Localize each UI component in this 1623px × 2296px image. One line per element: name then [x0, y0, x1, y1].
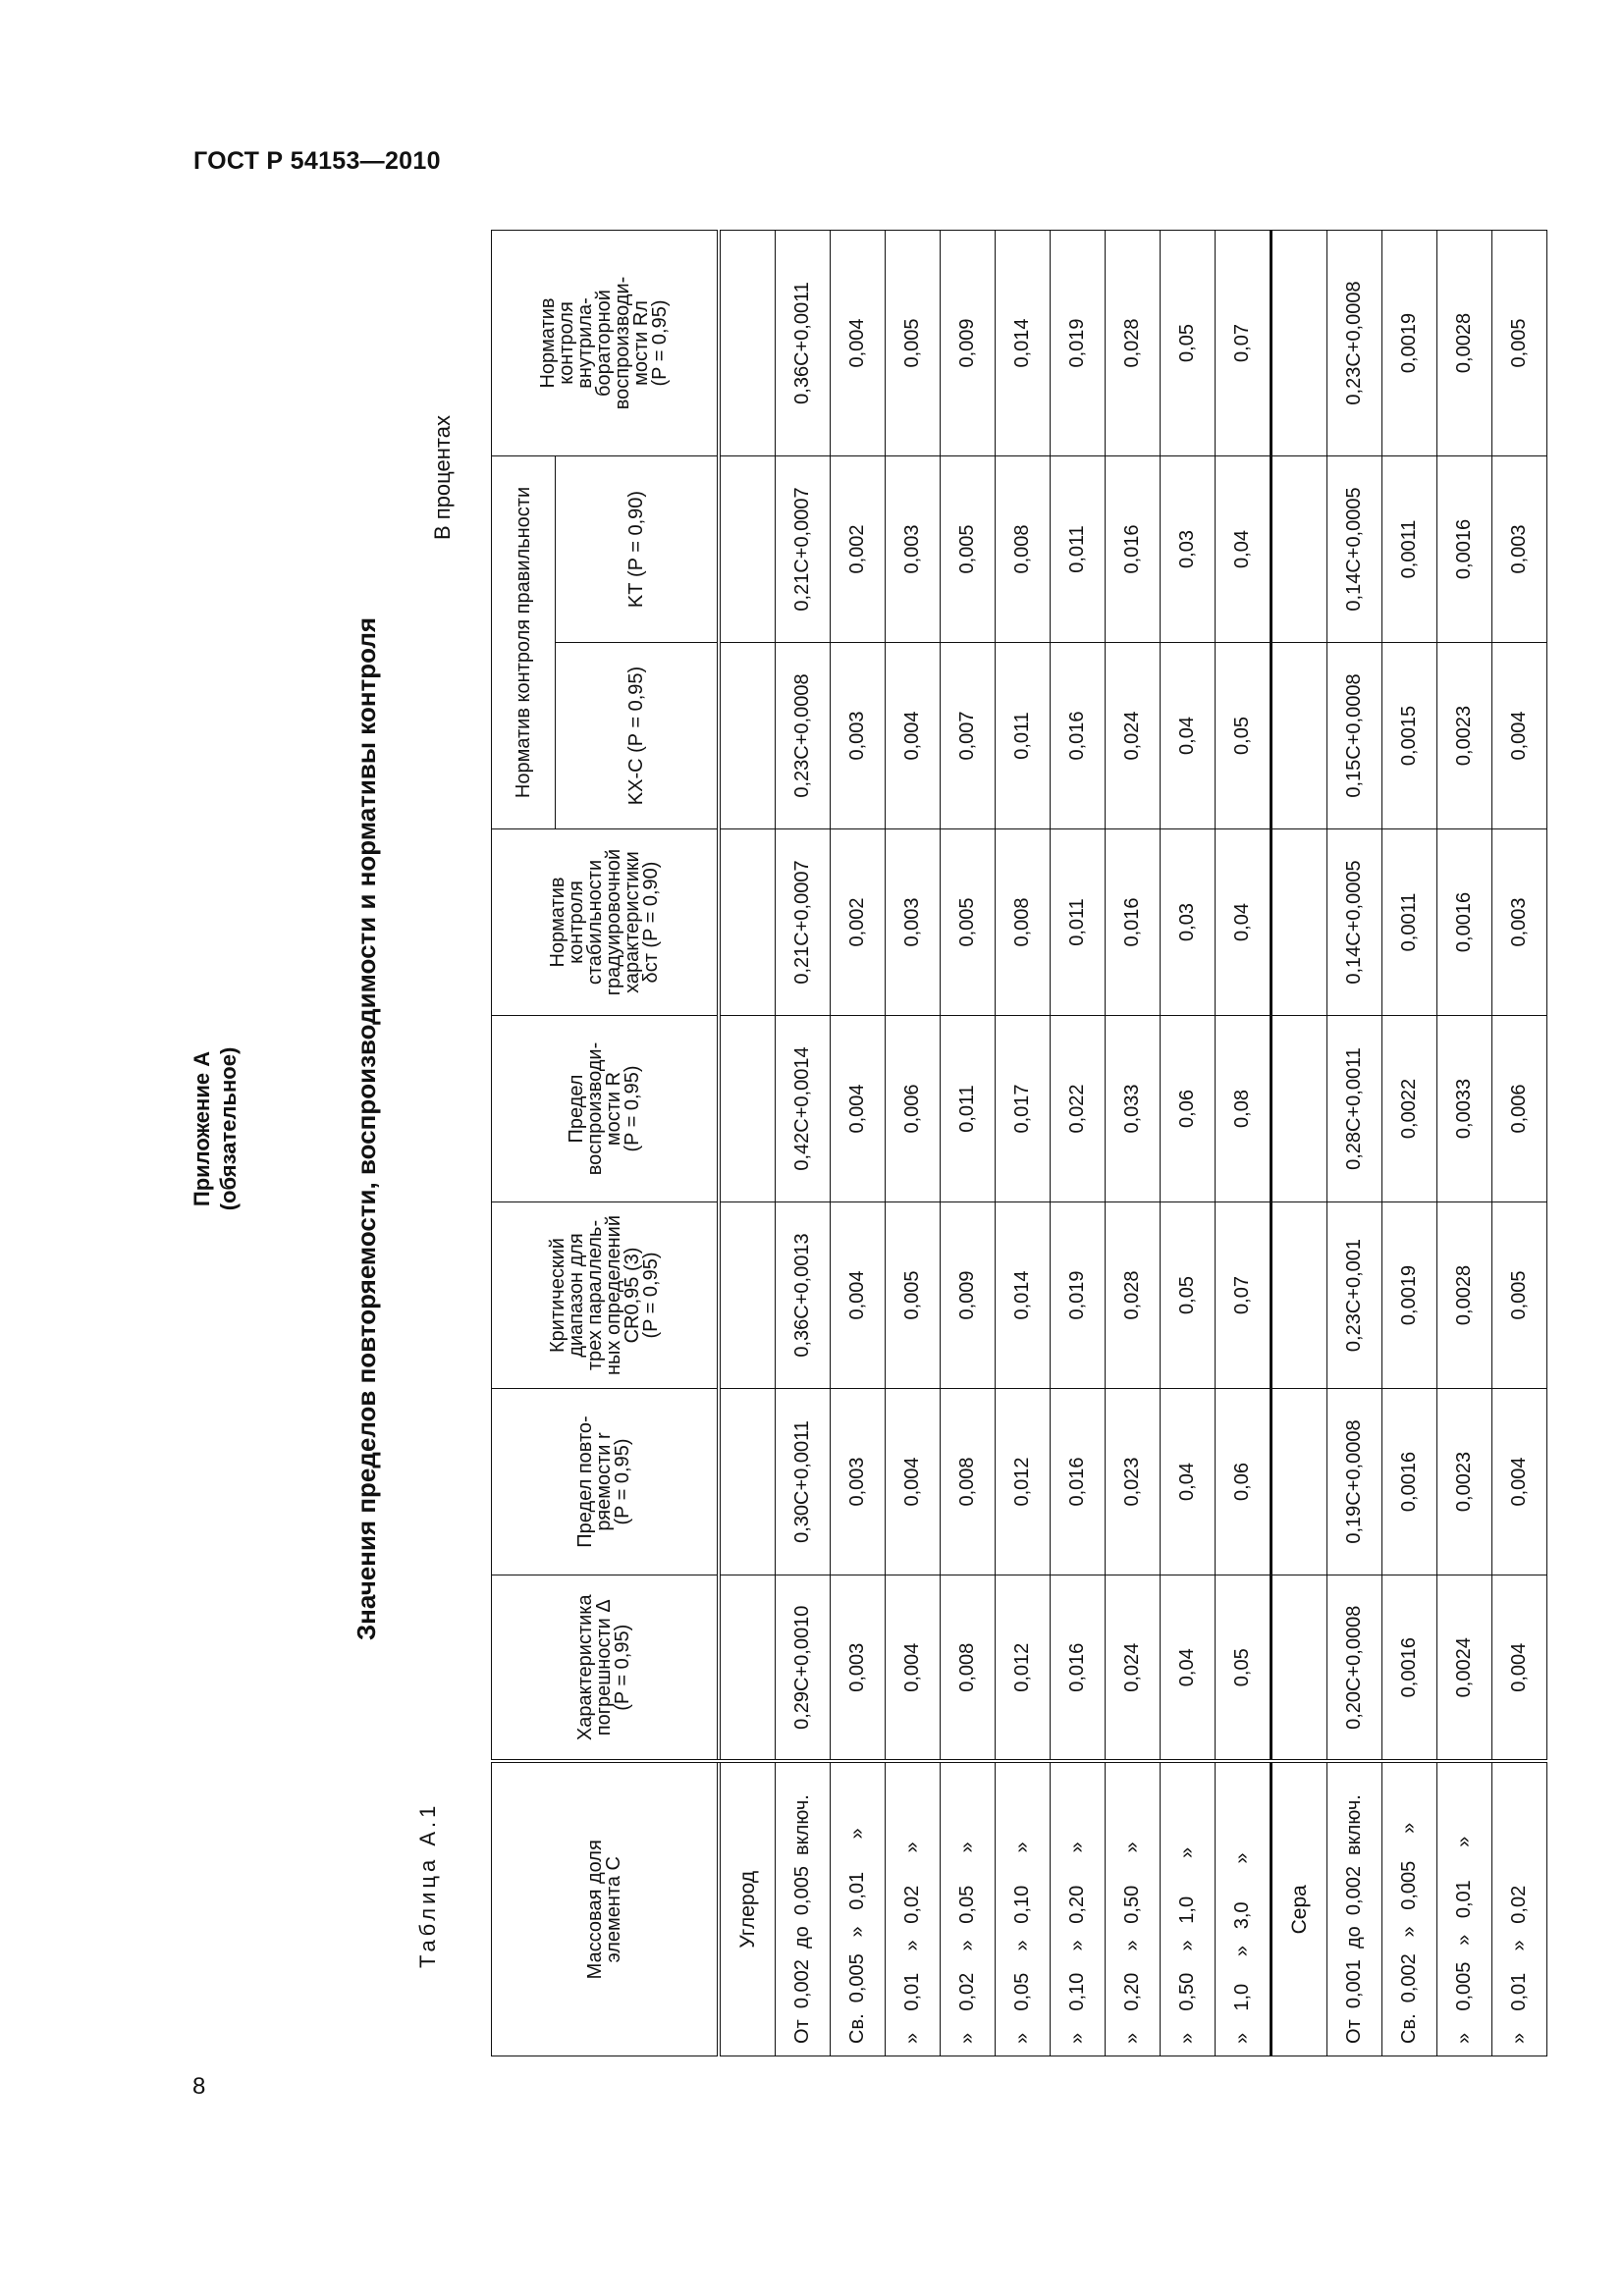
- value-cell: 0,004: [886, 643, 941, 829]
- value-cell: 0,15C+0,0008: [1327, 643, 1382, 829]
- empty-cell: [1271, 1202, 1327, 1389]
- range-cell: » 0,01 » 0,02: [1492, 1762, 1547, 2056]
- value-cell: 0,005: [886, 1202, 941, 1389]
- col-header-calibration-stability: Норматив контроля стабильности градуировочной характеристики δст (P = 0,90): [492, 829, 720, 1016]
- value-cell: 0,004: [1492, 643, 1547, 829]
- value-cell: 0,004: [1492, 1389, 1547, 1575]
- value-cell: 0,14C+0,0005: [1327, 455, 1382, 642]
- value-cell: 0,003: [886, 829, 941, 1016]
- norms-table: [491, 230, 1547, 2056]
- col-header-kxc: KХ-С (P = 0,95): [556, 643, 720, 829]
- table-row: [1382, 230, 1437, 2056]
- value-cell: 0,009: [941, 1202, 996, 1389]
- value-cell: 0,06: [1161, 1016, 1216, 1202]
- value-cell: 0,012: [996, 1575, 1051, 1762]
- range-cell: » 0,01 » 0,02 »: [886, 1762, 941, 2056]
- value-cell: 0,003: [1492, 829, 1547, 1016]
- col-header-error-characteristic: Характеристика погрешности Δ (P = 0,95): [492, 1575, 720, 1762]
- value-cell: 0,42C+0,0014: [776, 1016, 831, 1202]
- table-body: [719, 230, 1547, 2056]
- empty-cell: [719, 829, 776, 1016]
- value-cell: 0,0019: [1382, 1202, 1437, 1389]
- value-cell: 0,017: [996, 1016, 1051, 1202]
- range-cell: » 0,50 » 1,0 »: [1161, 1762, 1216, 2056]
- empty-cell: [1271, 829, 1327, 1016]
- value-cell: 0,0023: [1437, 643, 1492, 829]
- appendix-title: Приложение А: [189, 1050, 214, 1207]
- col-header-intralab-reproducibility: Норматив контроля внутрила- бораторной воспроизводи- мости Rл (P = 0,95): [492, 230, 720, 455]
- value-cell: 0,03: [1161, 455, 1216, 642]
- value-cell: 0,0016: [1382, 1575, 1437, 1762]
- value-cell: 0,04: [1161, 643, 1216, 829]
- value-cell: 0,028: [1106, 230, 1161, 455]
- value-cell: 0,08: [1216, 1016, 1271, 1202]
- value-cell: 0,05: [1161, 230, 1216, 455]
- value-cell: 0,20C+0,0008: [1327, 1575, 1382, 1762]
- empty-cell: [719, 455, 776, 642]
- section-row: [719, 230, 776, 2056]
- value-cell: 0,04: [1161, 1389, 1216, 1575]
- col-header-kt: KТ (P = 0,90): [556, 455, 720, 642]
- empty-cell: [719, 1389, 776, 1575]
- value-cell: 0,002: [831, 829, 886, 1016]
- value-cell: 0,028: [1106, 1202, 1161, 1389]
- empty-cell: [719, 643, 776, 829]
- value-cell: 0,19C+0,0008: [1327, 1389, 1382, 1575]
- value-cell: 0,033: [1106, 1016, 1161, 1202]
- value-cell: 0,06: [1216, 1389, 1271, 1575]
- value-cell: 0,05: [1161, 1202, 1216, 1389]
- value-cell: 0,016: [1051, 1575, 1106, 1762]
- table-row: [886, 230, 941, 2056]
- value-cell: 0,016: [1106, 455, 1161, 642]
- range-cell: » 0,005 » 0,01 »: [1437, 1762, 1492, 2056]
- value-cell: 0,04: [1216, 455, 1271, 642]
- appendix-status: (обязательное): [216, 1046, 241, 1211]
- range-cell: Св. 0,005 » 0,01 »: [831, 1762, 886, 2056]
- value-cell: 0,003: [1492, 455, 1547, 642]
- empty-cell: [1271, 230, 1327, 455]
- range-cell: » 1,0 » 3,0 »: [1216, 1762, 1271, 2056]
- appendix-heading: [189, 177, 242, 2081]
- value-cell: 0,008: [941, 1389, 996, 1575]
- value-cell: 0,07: [1216, 1202, 1271, 1389]
- table-row: [1437, 230, 1492, 2056]
- value-cell: 0,011: [996, 643, 1051, 829]
- value-cell: 0,011: [1051, 455, 1106, 642]
- value-cell: 0,0028: [1437, 230, 1492, 455]
- value-cell: 0,011: [941, 1016, 996, 1202]
- table-label: Таблица А.1: [415, 1801, 440, 1968]
- value-cell: 0,29C+0,0010: [776, 1575, 831, 1762]
- value-cell: 0,0022: [1382, 1016, 1437, 1202]
- value-cell: 0,004: [831, 1016, 886, 1202]
- col-header-repeatability-limit: Предел повто- ряемости r (P = 0,95): [492, 1389, 720, 1575]
- value-cell: 0,019: [1051, 230, 1106, 455]
- value-cell: 0,0011: [1382, 829, 1437, 1016]
- value-cell: 0,024: [1106, 643, 1161, 829]
- table-row: [1216, 230, 1271, 2056]
- value-cell: 0,30C+0,0011: [776, 1389, 831, 1575]
- value-cell: 0,011: [1051, 829, 1106, 1016]
- empty-cell: [1271, 455, 1327, 642]
- value-cell: 0,016: [1051, 643, 1106, 829]
- value-cell: 0,005: [1492, 1202, 1547, 1389]
- range-cell: От 0,001 до 0,002 включ.: [1327, 1762, 1382, 2056]
- range-cell: » 0,02 » 0,05 »: [941, 1762, 996, 2056]
- value-cell: 0,28C+0,0011: [1327, 1016, 1382, 1202]
- value-cell: 0,23C+0,001: [1327, 1202, 1382, 1389]
- document-code: ГОСТ Р 54153—2010: [193, 147, 441, 175]
- value-cell: 0,23C+0,0008: [1327, 230, 1382, 455]
- units-note: В процентах: [430, 415, 455, 540]
- value-cell: 0,0023: [1437, 1389, 1492, 1575]
- value-cell: 0,024: [1106, 1575, 1161, 1762]
- value-cell: 0,006: [886, 1016, 941, 1202]
- value-cell: 0,003: [831, 1389, 886, 1575]
- value-cell: 0,23C+0,0008: [776, 643, 831, 829]
- value-cell: 0,004: [1492, 1575, 1547, 1762]
- value-cell: 0,005: [941, 829, 996, 1016]
- section-row: [1271, 230, 1327, 2056]
- rotated-content: [137, 177, 1530, 2081]
- value-cell: 0,009: [941, 230, 996, 455]
- table-row: [1106, 230, 1161, 2056]
- value-cell: 0,014: [996, 230, 1051, 455]
- value-cell: 0,014: [996, 1202, 1051, 1389]
- value-cell: 0,36C+0,0011: [776, 230, 831, 455]
- value-cell: 0,0016: [1382, 1389, 1437, 1575]
- value-cell: 0,004: [886, 1575, 941, 1762]
- value-cell: 0,004: [831, 230, 886, 455]
- value-cell: 0,012: [996, 1389, 1051, 1575]
- empty-cell: [719, 1202, 776, 1389]
- table-row: [1492, 230, 1547, 2056]
- range-cell: » 0,10 » 0,20 »: [1051, 1762, 1106, 2056]
- value-cell: 0,0024: [1437, 1575, 1492, 1762]
- empty-cell: [1271, 1575, 1327, 1762]
- empty-cell: [1271, 1389, 1327, 1575]
- value-cell: 0,21C+0,0007: [776, 829, 831, 1016]
- page-number: 8: [192, 2073, 206, 2100]
- col-header-critical-range: Критический диапазон для трех параллель- ных определений CR0,95 (3) (P = 0,95): [492, 1202, 720, 1389]
- value-cell: 0,0011: [1382, 455, 1437, 642]
- value-cell: 0,019: [1051, 1202, 1106, 1389]
- value-cell: 0,004: [886, 1389, 941, 1575]
- empty-cell: [1271, 1016, 1327, 1202]
- value-cell: 0,03: [1161, 829, 1216, 1016]
- value-cell: 0,07: [1216, 230, 1271, 455]
- table-row: [996, 230, 1051, 2056]
- value-cell: 0,016: [1106, 829, 1161, 1016]
- table-row: [831, 230, 886, 2056]
- value-cell: 0,0015: [1382, 643, 1437, 829]
- range-cell: Св. 0,002 » 0,005 »: [1382, 1762, 1437, 2056]
- value-cell: 0,016: [1051, 1389, 1106, 1575]
- value-cell: 0,21C+0,0007: [776, 455, 831, 642]
- value-cell: 0,36C+0,0013: [776, 1202, 831, 1389]
- value-cell: 0,005: [941, 455, 996, 642]
- section-name: Сера: [1271, 1762, 1327, 2056]
- table-title: Значения пределов повторяемости, воспроизводимости и нормативы контроля: [352, 616, 381, 1641]
- value-cell: 0,003: [886, 455, 941, 642]
- col-header-correctness-group: Норматив контроля правильности: [492, 455, 556, 828]
- value-cell: 0,05: [1216, 643, 1271, 829]
- table-row: [776, 230, 831, 2056]
- value-cell: 0,005: [886, 230, 941, 455]
- value-cell: 0,002: [831, 455, 886, 642]
- value-cell: 0,007: [941, 643, 996, 829]
- table-row: [1051, 230, 1106, 2056]
- value-cell: 0,0016: [1437, 829, 1492, 1016]
- value-cell: 0,003: [831, 1575, 886, 1762]
- value-cell: 0,003: [831, 643, 886, 829]
- empty-cell: [1271, 643, 1327, 829]
- empty-cell: [719, 230, 776, 455]
- table-row: [1161, 230, 1216, 2056]
- value-cell: 0,008: [996, 455, 1051, 642]
- table-row: [941, 230, 996, 2056]
- value-cell: 0,008: [941, 1575, 996, 1762]
- range-cell: » 0,20 » 0,50 »: [1106, 1762, 1161, 2056]
- empty-cell: [719, 1016, 776, 1202]
- value-cell: 0,0019: [1382, 230, 1437, 455]
- value-cell: 0,05: [1216, 1575, 1271, 1762]
- value-cell: 0,14C+0,0005: [1327, 829, 1382, 1016]
- value-cell: 0,006: [1492, 1016, 1547, 1202]
- range-cell: От 0,002 до 0,005 включ.: [776, 1762, 831, 2056]
- value-cell: 0,008: [996, 829, 1051, 1016]
- range-cell: » 0,05 » 0,10 »: [996, 1762, 1051, 2056]
- value-cell: 0,04: [1216, 829, 1271, 1016]
- value-cell: 0,0016: [1437, 455, 1492, 642]
- empty-cell: [719, 1575, 776, 1762]
- table-row: [1327, 230, 1382, 2056]
- value-cell: 0,004: [831, 1202, 886, 1389]
- value-cell: 0,0033: [1437, 1016, 1492, 1202]
- value-cell: 0,0028: [1437, 1202, 1492, 1389]
- value-cell: 0,022: [1051, 1016, 1106, 1202]
- section-name: Углерод: [719, 1762, 776, 2056]
- value-cell: 0,005: [1492, 230, 1547, 455]
- value-cell: 0,04: [1161, 1575, 1216, 1762]
- value-cell: 0,023: [1106, 1389, 1161, 1575]
- col-header-mass-fraction: Массовая доля элемента C: [492, 1762, 720, 2056]
- col-header-reproducibility-limit: Предел воспроизводи- мости R (P = 0,95): [492, 1016, 720, 1202]
